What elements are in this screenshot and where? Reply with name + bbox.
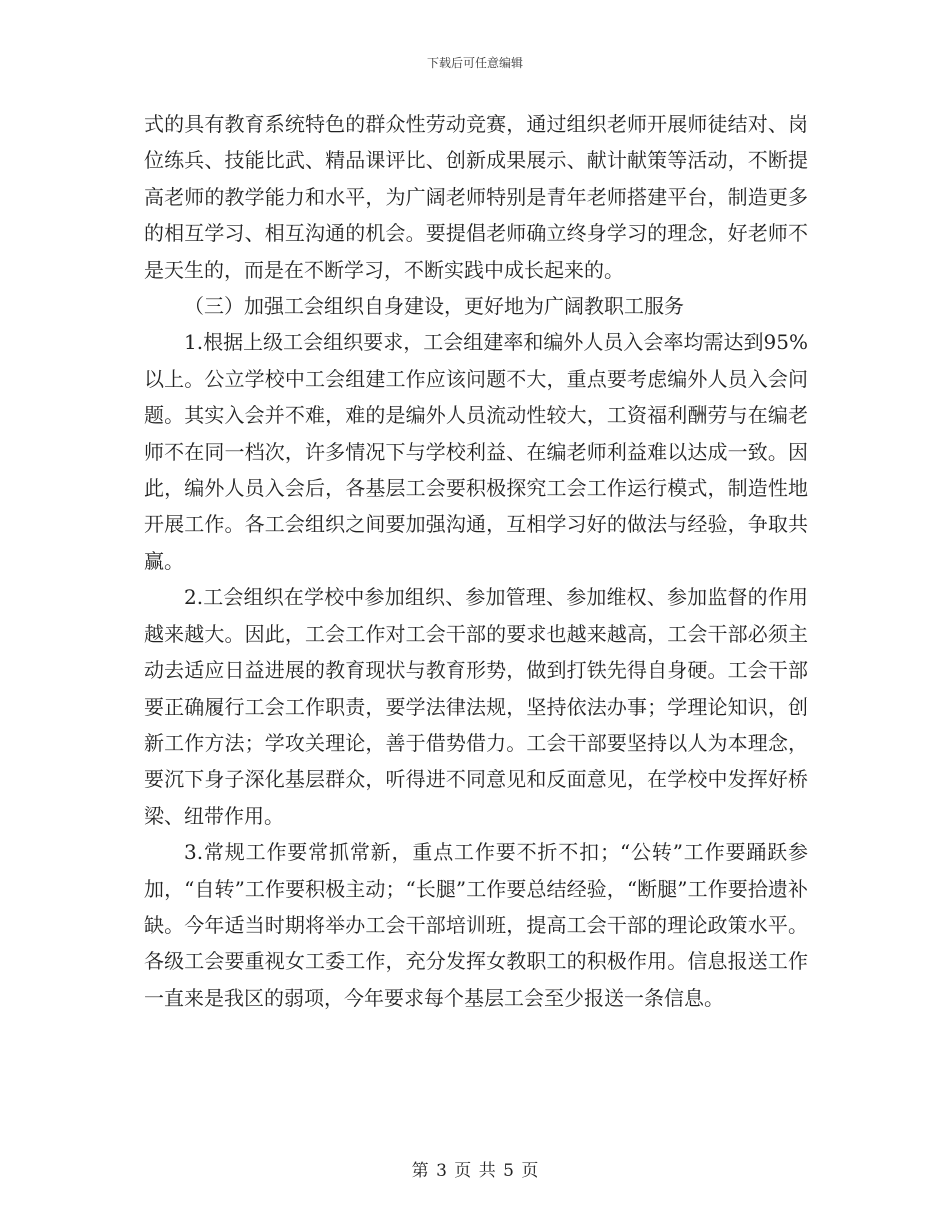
paragraph-item-1: 1.根据上级工会组织要求，工会组建率和编外人员入会率均需达到95%以上。公立学校中工会组建工作应该问题不大，重点要考虑编外人员入会问题。其实入会并不难，难的是编外人员流动性较大，工资福利酬劳与在编老师不在同一档次，许多情况下与学校利益、在编老师利益难以达成一致。因此，编外人员入会后，各基层工会要积极探究工会工作运行模式，制造性地开展工作。各工会组织之间要加强沟通，互相学习好的做法与经验，争取共赢。 <box>144 330 808 573</box>
section-heading: （三）加强工会组织自身建设，更好地为广阔教职工服务 <box>184 294 684 319</box>
document-body <box>144 106 808 1016</box>
page-header: 下载后可任意编辑 <box>426 56 523 70</box>
page-number-footer: 第 3 页 共 5 页 <box>411 1161 539 1181</box>
paragraph-item-2: 2.工会组织在学校中参加组织、参加管理、参加维权、参加监督的作用越来越大。因此，工会工作对工会干部的要求也越来越高，工会干部必须主动去适应日益进展的教育现状与教育形势，做到打铁先得自身硬。工会干部要正确履行工会工作职责，要学法律法规，坚持依法办事；学理论知识，创新工作方法；学攻关理论，善于借势借力。工会干部要坚持以人为本理念，要沉下身子深化基层群众，听得进不同意见和反面意见，在学校中发挥好桥梁、纽带作用。 <box>144 585 808 828</box>
paragraph-item-3: 3.常规工作要常抓常新，重点工作要不折不扣；“公转”工作要踊跃参加，“自转”工作要积极主动；“长腿”工作要总结经验，“断腿”工作要拾遗补缺。今年适当时期将举办工会干部培训班，提高工会干部的理论政策水平。各级工会要重视女工委工作，充分发挥女教职工的积极作用。信息报送工作一直来是我区的弱项，今年要求每个基层工会至少报送一条信息。 <box>144 840 808 1010</box>
paragraph-continuation: 式的具有教育系统特色的群众性劳动竞赛，通过组织老师开展师徒结对、岗位练兵、技能比武、精品课评比、创新成果展示、献计献策等活动，不断提高老师的教学能力和水平，为广阔老师特别是青年老师搭建平台，制造更多的相互学习、相互沟通的机会。要提倡老师确立终身学习的理念，好老师不是天生的，而是在不断学习，不断实践中成长起来的。 <box>144 112 808 282</box>
